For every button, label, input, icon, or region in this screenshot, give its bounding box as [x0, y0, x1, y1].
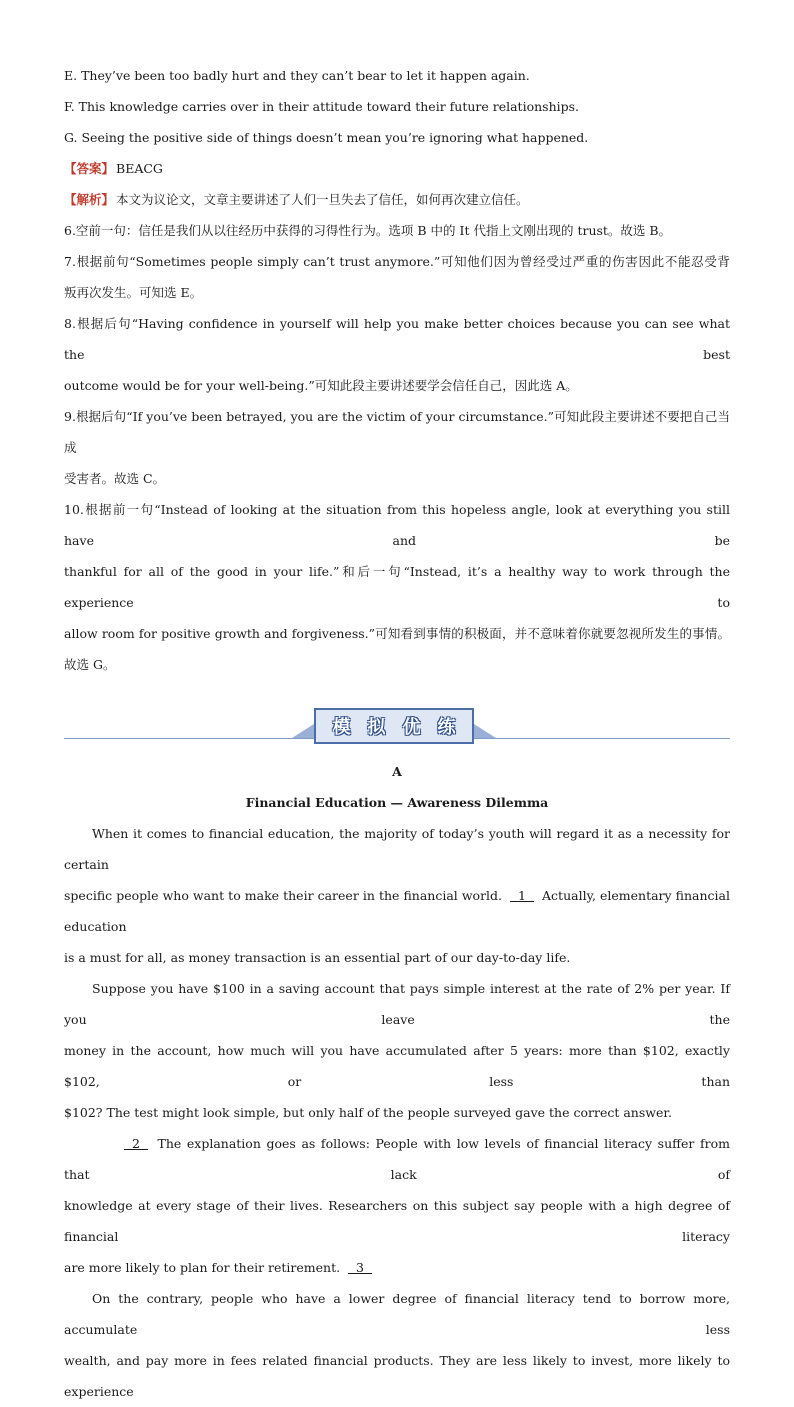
banner-wing-right: [474, 724, 496, 738]
explanation-6: 6.空前一句：信任是我们从以往经历中获得的习得性行为。选项 B 中的 It 代指上文刚出现的 trust。故选 B。: [64, 223, 672, 238]
banner-char-1: 模: [332, 717, 351, 738]
explanation-7a: 7.根据前句“Sometimes people simply can’t trust anymore.”可知他们因为曾经受过严重的伤害因此不能忍受背: [64, 254, 730, 269]
answer-line: [64, 153, 730, 184]
passage-p4-line1: On the contrary, people who have a lower degree of financial literacy tend to borrow more, accumulate less: [64, 1291, 730, 1337]
explanation-9b: 受害者。故选 C。: [64, 471, 166, 486]
passage-p1-line2-pre: specific people who want to make their career in the financial world.: [64, 888, 503, 903]
answer-tag: 【答案】: [64, 161, 115, 176]
explanation-10a: 10.根据前一句“Instead of looking at the situation from this hopeless angle, look at everything you still have and be: [64, 502, 730, 548]
explanation-10b: thankful for all of the good in your life.”和后一句“Instead, it’s a healthy way to work through the experience to: [64, 564, 730, 610]
blank-2-number: 2: [131, 1136, 140, 1151]
passage-p3-line1: [64, 1128, 730, 1190]
banner-wing-left: [292, 724, 314, 738]
banner-char-3: 优: [402, 717, 421, 738]
explanation-8a: 8.根据后句“Having confidence in yourself will help you make better choices because you can see what the best: [64, 316, 730, 362]
answer-text: BEACG: [116, 161, 163, 176]
passage-p3-line3-pre: are more likely to plan for their retirement.: [64, 1260, 341, 1275]
option-g: G. Seeing the positive side of things doesn’t mean you’re ignoring what happened.: [64, 130, 589, 145]
passage-p1-line2: [64, 880, 730, 942]
passage-title: Financial Education — Awareness Dilemma: [245, 795, 549, 810]
passage-p3-line3: [64, 1252, 730, 1283]
section-letter: A: [392, 764, 402, 779]
explanation-7b: 叛再次发生。可知选 E。: [64, 285, 203, 300]
explanation-10c: allow room for positive growth and forgiveness.”可知看到事情的积极面，并不意味着你就要忽视所发生的事情。: [64, 626, 730, 641]
blank-3-number: 3: [356, 1260, 364, 1275]
explanation-8b: outcome would be for your well-being.”可知此段主要讲述要学会信任自己，因此选 A。: [64, 378, 578, 393]
passage-p1-line1: When it comes to financial education, the majority of today’s youth will regard it as a necessity for certain: [64, 826, 730, 872]
passage-p1-line3: is a must for all, as money transaction is an essential part of our day-to-day life.: [64, 950, 571, 965]
option-e: E. They’ve been too badly hurt and they can’t bear to let it happen again.: [64, 68, 530, 83]
option-f: F. This knowledge carries over in their attitude toward their future relationships.: [64, 99, 580, 114]
blank-2: [92, 1128, 152, 1159]
banner-char-4: 练: [437, 717, 456, 738]
analysis-tag: 【解析】: [64, 192, 115, 207]
blank-1-number: 1: [518, 888, 526, 903]
banner-char-2: 拟: [367, 717, 386, 738]
passage-p2-line1: Suppose you have $100 in a saving account that pays simple interest at the rate of 2% per year. If you leave the: [64, 981, 730, 1027]
passage-p3-line2: knowledge at every stage of their lives. Researchers on this subject say people with a high degree of financial literacy: [64, 1198, 730, 1244]
blank-3: [344, 1252, 376, 1283]
explanation-10d: 故选 G。: [64, 657, 116, 672]
section-banner: [64, 698, 730, 756]
document-page: [64, 60, 730, 1407]
explanation-9a: 9.根据后句“If you’ve been betrayed, you are the victim of your circumstance.”可知此段主要讲述不要把自己当成: [64, 409, 730, 455]
passage-p1-line2-post: Actually, elementary financial education: [64, 888, 730, 934]
passage-p2-line2: money in the account, how much will you have accumulated after 5 years: more than $102, exactly $102, or less than: [64, 1043, 730, 1089]
passage-p2-line3: $102? The test might look simple, but only half of the people surveyed gave the correct answer.: [64, 1105, 672, 1120]
passage-p4-line2: wealth, and pay more in fees related financial products. They are less likely to invest, more likely to experience: [64, 1353, 730, 1399]
blank-1: [506, 880, 538, 911]
analysis-text: 本文为议论文，文章主要讲述了人们一旦失去了信任，如何再次建立信任。: [116, 192, 529, 207]
passage-p3-line1-post: The explanation goes as follows: People with low levels of financial literacy suffer from that lack of: [64, 1136, 730, 1182]
analysis-line: [64, 184, 730, 215]
banner-box: [314, 708, 474, 744]
